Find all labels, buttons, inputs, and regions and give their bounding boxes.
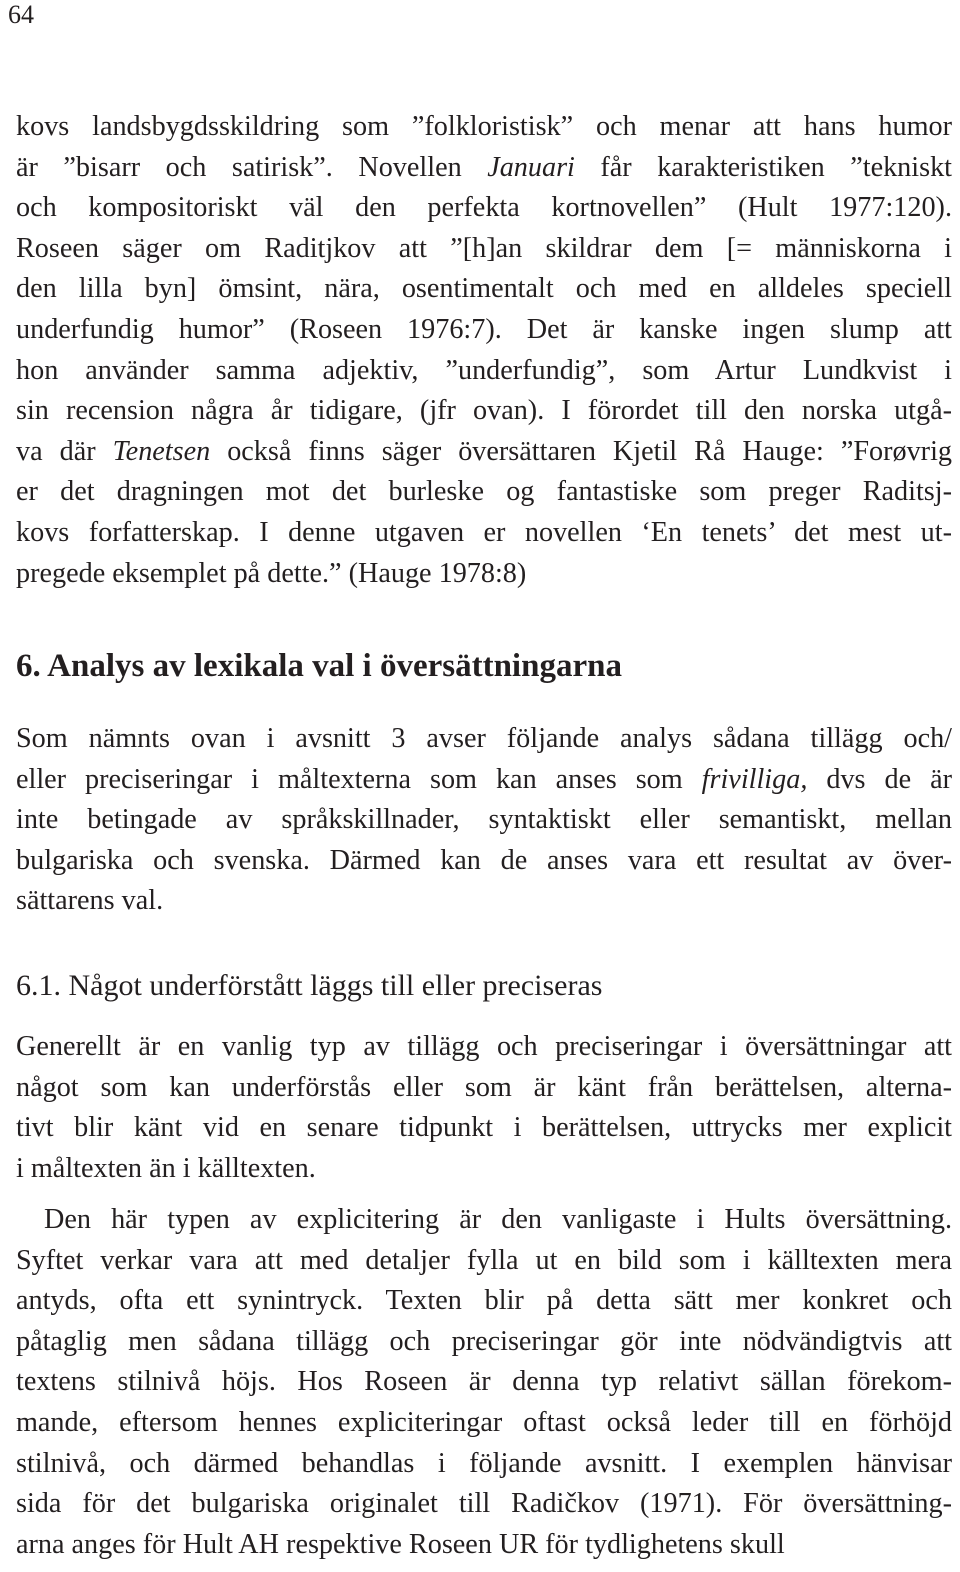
text-line: stilnivå, och därmed behandlas i följande avsnitt. I exemplen hänvisar: [16, 1447, 952, 1479]
text-line: Roseen säger om Raditjkov att ”[h]an skildrar dem [= människorna i: [16, 232, 952, 264]
text-line: er det dragningen mot det burleske og fantastiske som preger Raditsj-: [16, 476, 952, 508]
text-line: kovs landsbygdsskildring som ”folkloristisk” och menar att hans humor: [16, 111, 952, 142]
text-line: Som nämnts ovan i avsnitt 3 avser följande analys sådana tillägg och/: [16, 723, 952, 754]
section-6-heading: 6. Analys av lexikala val i översättningarna: [16, 648, 622, 684]
text-line: den lilla byn] ömsint, nära, osentimentalt och med en alldeles speciell: [16, 273, 952, 305]
text-line: i måltexten än i källtexten.: [16, 1152, 316, 1184]
text-line: Den här typen av explicitering är den vanligaste i Hults översättning.: [44, 1204, 952, 1235]
text-line: va där Tenetsen också finns säger översättaren Kjetil Rå Hauge: ”Forøvrig: [16, 435, 952, 467]
text-line: inte betingade av språkskillnader, syntaktiskt eller semantiskt, mellan: [16, 804, 952, 836]
text-line: tivt blir känt vid en senare tidpunkt i berättelsen, uttrycks mer explicit: [16, 1112, 952, 1144]
text-line: kovs forfatterskap. I denne utgaven er novellen ‘En tenets’ det mest ut-: [16, 517, 952, 548]
text-line: påtaglig men sådana tillägg och preciseringar gör inte nödvändigtvis att: [16, 1325, 952, 1357]
text-line: arna anges för Hult AH respektive Roseen UR för tydlighetens skull: [16, 1528, 785, 1560]
text-line: och kompositoriskt väl den perfekta kortnovellen” (Hult 1977:120).: [16, 192, 952, 224]
text-line: bulgariska och svenska. Därmed kan de anses vara ett resultat av över-: [16, 844, 952, 876]
text-line: sida för det bulgariska originalet till Radičkov (1971). För översättning-: [16, 1488, 952, 1520]
text-line: textens stilnivå höjs. Hos Roseen är denna typ relativt sällan förekom-: [16, 1366, 952, 1398]
text-line: pregede eksemplet på dette.” (Hauge 1978:8): [16, 557, 527, 589]
text-line: Generellt är en vanlig typ av tillägg och preciseringar i översättningar att: [16, 1031, 952, 1062]
section-6-1-heading: 6.1. Något underförstått läggs till eller preciseras: [16, 969, 603, 1002]
text-line: sin recension några år tidigare, (jfr ovan). I förordet till den norska utgå-: [16, 395, 952, 427]
text-line: Syftet verkar vara att med detaljer fylla ut en bild som i källtexten mera: [16, 1244, 952, 1276]
text-line: är ”bisarr och satirisk”. Novellen Januari får karakteristiken ”tekniskt: [16, 151, 952, 183]
text-line: eller preciseringar i måltexterna som kan anses som frivilliga, dvs de är: [16, 763, 952, 795]
text-line: sättarens val.: [16, 885, 164, 917]
text-line: mande, eftersom hennes expliciteringar oftast också leder till en förhöjd: [16, 1407, 952, 1438]
text-line: antyds, ofta ett synintryck. Texten blir på detta sätt mer konkret och: [16, 1285, 952, 1317]
text-line: underfundig humor” (Roseen 1976:7). Det är kanske ingen slump att: [16, 314, 952, 345]
text-line: hon använder samma adjektiv, ”underfundig”, som Artur Lundkvist i: [16, 354, 952, 386]
page-number: 64: [8, 0, 34, 29]
text-line: något som kan underförstås eller som är känt från berättelsen, alterna-: [16, 1071, 952, 1103]
